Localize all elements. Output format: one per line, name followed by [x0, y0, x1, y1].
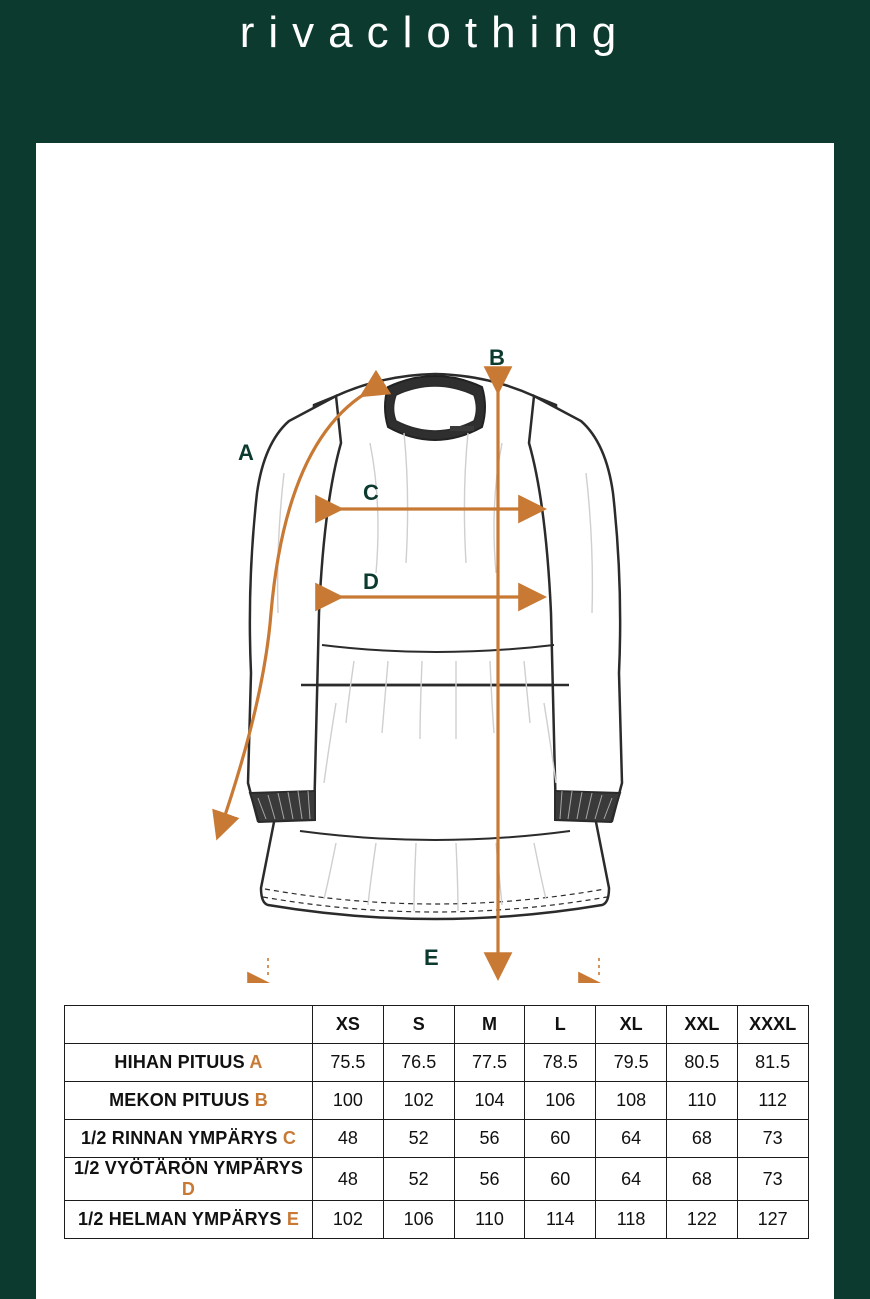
- cell-e-xs: 102: [313, 1201, 384, 1239]
- label-E: E: [424, 945, 439, 970]
- cell-b-xs: 100: [313, 1082, 384, 1120]
- row-label-text-b: MEKON PITUUS: [109, 1090, 250, 1110]
- row-letter-b: B: [254, 1090, 268, 1110]
- row-label-text-a: HIHAN PITUUS: [114, 1052, 245, 1072]
- table-row: [65, 1158, 809, 1201]
- size-chart-sheet: [36, 143, 834, 1299]
- cell-c-xs: 48: [313, 1120, 384, 1158]
- cell-e-s: 106: [383, 1201, 454, 1239]
- row-label-d: [65, 1158, 313, 1201]
- cell-d-l: 60: [525, 1158, 596, 1201]
- cell-e-xl: 118: [596, 1201, 667, 1239]
- label-D: D: [363, 569, 379, 594]
- size-header-m: M: [454, 1006, 525, 1044]
- table-row: [65, 1082, 809, 1120]
- table-corner-cell: [65, 1006, 313, 1044]
- cell-d-xl: 64: [596, 1158, 667, 1201]
- cell-e-xxl: 122: [666, 1201, 737, 1239]
- cell-d-m: 56: [454, 1158, 525, 1201]
- cell-b-xxxl: 112: [737, 1082, 808, 1120]
- cell-a-xs: 75.5: [313, 1044, 384, 1082]
- label-B: B: [489, 345, 505, 370]
- size-header-s: S: [383, 1006, 454, 1044]
- row-label-e: [65, 1201, 313, 1239]
- row-label-a: [65, 1044, 313, 1082]
- row-letter-c: C: [282, 1128, 297, 1148]
- cell-a-m: 77.5: [454, 1044, 525, 1082]
- row-letter-a: A: [249, 1052, 263, 1072]
- row-label-text-c: 1/2 RINNAN YMPÄRYS: [80, 1128, 278, 1148]
- size-header-xxxl: XXXL: [737, 1006, 808, 1044]
- label-C: C: [363, 480, 379, 505]
- cell-a-s: 76.5: [383, 1044, 454, 1082]
- cell-b-xl: 108: [596, 1082, 667, 1120]
- cell-b-l: 106: [525, 1082, 596, 1120]
- size-header-xxl: XXL: [666, 1006, 737, 1044]
- cell-e-xxxl: 127: [737, 1201, 808, 1239]
- cell-e-m: 110: [454, 1201, 525, 1239]
- cell-d-s: 52: [383, 1158, 454, 1201]
- table-row: [65, 1120, 809, 1158]
- cell-d-xxxl: 73: [737, 1158, 808, 1201]
- size-header-xs: XS: [313, 1006, 384, 1044]
- cell-d-xs: 48: [313, 1158, 384, 1201]
- size-header-l: L: [525, 1006, 596, 1044]
- size-header-xl: XL: [596, 1006, 667, 1044]
- measurements-table-wrap: [64, 1005, 808, 1239]
- cell-c-xl: 64: [596, 1120, 667, 1158]
- label-A: A: [238, 440, 254, 465]
- cell-c-xxl: 68: [666, 1120, 737, 1158]
- dress-shape: [248, 374, 622, 919]
- cell-e-l: 114: [525, 1201, 596, 1239]
- cell-c-xxxl: 73: [737, 1120, 808, 1158]
- cell-d-xxl: 68: [666, 1158, 737, 1201]
- cell-a-xxl: 80.5: [666, 1044, 737, 1082]
- table-row: [65, 1044, 809, 1082]
- row-letter-e: E: [286, 1209, 300, 1229]
- table-header-row: [65, 1006, 809, 1044]
- cell-b-m: 104: [454, 1082, 525, 1120]
- cell-b-s: 102: [383, 1082, 454, 1120]
- row-label-c: [65, 1120, 313, 1158]
- cell-c-m: 56: [454, 1120, 525, 1158]
- cell-c-l: 60: [525, 1120, 596, 1158]
- row-label-text-e: 1/2 HELMAN YMPÄRYS: [77, 1209, 282, 1229]
- measurements-table: [64, 1005, 809, 1239]
- row-label-text-d: 1/2 VYÖTÄRÖN YMPÄRYS: [73, 1158, 304, 1178]
- dress-illustration-svg: [36, 143, 834, 983]
- cell-c-s: 52: [383, 1120, 454, 1158]
- cell-a-l: 78.5: [525, 1044, 596, 1082]
- row-label-b: [65, 1082, 313, 1120]
- row-letter-d: D: [181, 1179, 196, 1199]
- table-row: [65, 1201, 809, 1239]
- brand-title: rivaclothing: [239, 8, 631, 57]
- cell-b-xxl: 110: [666, 1082, 737, 1120]
- cell-a-xxxl: 81.5: [737, 1044, 808, 1082]
- dress-diagram: [36, 143, 834, 983]
- cell-a-xl: 79.5: [596, 1044, 667, 1082]
